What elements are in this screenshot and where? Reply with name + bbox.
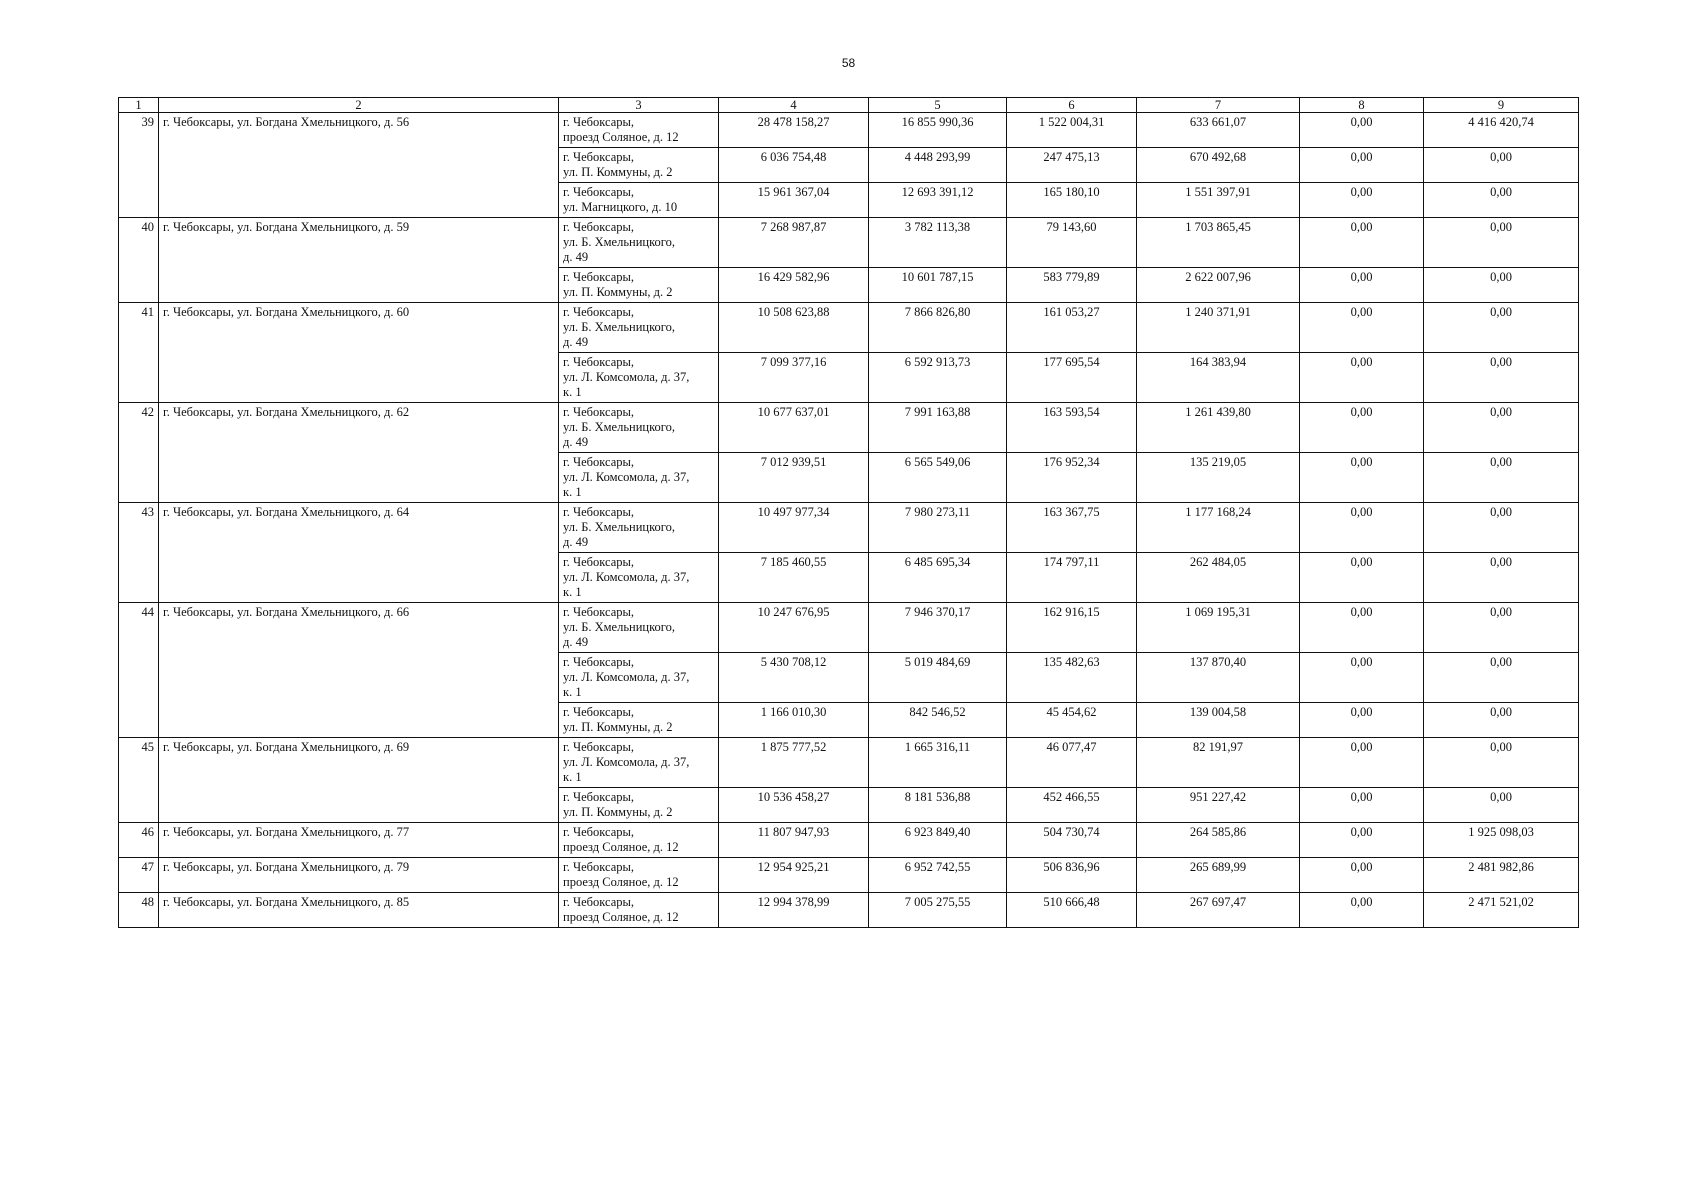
table-row [119, 403, 1579, 453]
table-row [119, 603, 1579, 653]
value-col-7: 267 697,47 [1137, 893, 1300, 928]
value-col-8: 0,00 [1300, 788, 1424, 823]
value-col-5: 7 005 275,55 [869, 893, 1007, 928]
value-col-8: 0,00 [1300, 183, 1424, 218]
value-col-6: 504 730,74 [1007, 823, 1137, 858]
building-address: г. Чебоксары, ул. Богдана Хмельницкого, д. 56 [159, 113, 559, 218]
table-row [119, 303, 1579, 353]
value-col-6: 165 180,10 [1007, 183, 1137, 218]
source-address: г. Чебоксары, проезд Соляное, д. 12 [559, 893, 719, 928]
value-col-8: 0,00 [1300, 113, 1424, 148]
value-col-8: 0,00 [1300, 148, 1424, 183]
value-col-9: 1 925 098,03 [1424, 823, 1579, 858]
value-col-9: 0,00 [1424, 553, 1579, 603]
row-number: 42 [119, 403, 159, 503]
value-col-4: 1 166 010,30 [719, 703, 869, 738]
value-col-7: 1 551 397,91 [1137, 183, 1300, 218]
value-col-8: 0,00 [1300, 218, 1424, 268]
value-col-8: 0,00 [1300, 303, 1424, 353]
value-col-5: 7 980 273,11 [869, 503, 1007, 553]
source-address: г. Чебоксары, ул. Б. Хмельницкого, д. 49 [559, 303, 719, 353]
value-col-7: 164 383,94 [1137, 353, 1300, 403]
value-col-9: 0,00 [1424, 603, 1579, 653]
table-row [119, 893, 1579, 928]
building-address: г. Чебоксары, ул. Богдана Хмельницкого, д. 85 [159, 893, 559, 928]
value-col-6: 174 797,11 [1007, 553, 1137, 603]
value-col-6: 161 053,27 [1007, 303, 1137, 353]
value-col-9: 0,00 [1424, 353, 1579, 403]
value-col-4: 10 497 977,34 [719, 503, 869, 553]
value-col-7: 139 004,58 [1137, 703, 1300, 738]
value-col-8: 0,00 [1300, 268, 1424, 303]
column-header: 7 [1137, 98, 1300, 113]
value-col-9: 0,00 [1424, 788, 1579, 823]
value-col-5: 6 565 549,06 [869, 453, 1007, 503]
value-col-4: 7 099 377,16 [719, 353, 869, 403]
source-address: г. Чебоксары, ул. П. Коммуны, д. 2 [559, 148, 719, 183]
value-col-4: 12 994 378,99 [719, 893, 869, 928]
value-col-4: 10 508 623,88 [719, 303, 869, 353]
value-col-4: 7 268 987,87 [719, 218, 869, 268]
value-col-8: 0,00 [1300, 353, 1424, 403]
value-col-5: 6 485 695,34 [869, 553, 1007, 603]
value-col-5: 3 782 113,38 [869, 218, 1007, 268]
value-col-5: 6 923 849,40 [869, 823, 1007, 858]
value-col-9: 2 471 521,02 [1424, 893, 1579, 928]
row-number: 47 [119, 858, 159, 893]
value-col-7: 1 240 371,91 [1137, 303, 1300, 353]
value-col-9: 0,00 [1424, 303, 1579, 353]
value-col-5: 12 693 391,12 [869, 183, 1007, 218]
row-number: 39 [119, 113, 159, 218]
source-address: г. Чебоксары, ул. Л. Комсомола, д. 37, к. 1 [559, 353, 719, 403]
value-col-8: 0,00 [1300, 823, 1424, 858]
value-col-6: 162 916,15 [1007, 603, 1137, 653]
value-col-8: 0,00 [1300, 553, 1424, 603]
building-address: г. Чебоксары, ул. Богдана Хмельницкого, д. 79 [159, 858, 559, 893]
row-number: 40 [119, 218, 159, 303]
value-col-4: 1 875 777,52 [719, 738, 869, 788]
table-body [119, 113, 1579, 928]
column-header: 5 [869, 98, 1007, 113]
value-col-6: 583 779,89 [1007, 268, 1137, 303]
value-col-5: 7 866 826,80 [869, 303, 1007, 353]
value-col-5: 8 181 536,88 [869, 788, 1007, 823]
value-col-9: 0,00 [1424, 218, 1579, 268]
value-col-4: 5 430 708,12 [719, 653, 869, 703]
value-col-4: 10 536 458,27 [719, 788, 869, 823]
value-col-5: 7 946 370,17 [869, 603, 1007, 653]
value-col-7: 264 585,86 [1137, 823, 1300, 858]
column-header: 1 [119, 98, 159, 113]
value-col-9: 0,00 [1424, 268, 1579, 303]
value-col-6: 176 952,34 [1007, 453, 1137, 503]
value-col-7: 262 484,05 [1137, 553, 1300, 603]
building-address: г. Чебоксары, ул. Богдана Хмельницкого, д. 66 [159, 603, 559, 738]
row-number: 48 [119, 893, 159, 928]
value-col-9: 0,00 [1424, 403, 1579, 453]
table-row [119, 823, 1579, 858]
source-address: г. Чебоксары, проезд Соляное, д. 12 [559, 823, 719, 858]
header-row [119, 98, 1579, 113]
value-col-7: 1 069 195,31 [1137, 603, 1300, 653]
source-address: г. Чебоксары, ул. Л. Комсомола, д. 37, к. 1 [559, 738, 719, 788]
source-address: г. Чебоксары, ул. Л. Комсомола, д. 37, к. 1 [559, 553, 719, 603]
value-col-7: 951 227,42 [1137, 788, 1300, 823]
row-number: 44 [119, 603, 159, 738]
value-col-6: 163 593,54 [1007, 403, 1137, 453]
building-address: г. Чебоксары, ул. Богдана Хмельницкого, д. 60 [159, 303, 559, 403]
value-col-6: 247 475,13 [1007, 148, 1137, 183]
value-col-4: 10 677 637,01 [719, 403, 869, 453]
value-col-5: 10 601 787,15 [869, 268, 1007, 303]
value-col-6: 510 666,48 [1007, 893, 1137, 928]
value-col-5: 6 952 742,55 [869, 858, 1007, 893]
value-col-8: 0,00 [1300, 603, 1424, 653]
page-number: 58 [841, 56, 856, 70]
value-col-7: 670 492,68 [1137, 148, 1300, 183]
building-address: г. Чебоксары, ул. Богдана Хмельницкого, д. 69 [159, 738, 559, 823]
source-address: г. Чебоксары, ул. Б. Хмельницкого, д. 49 [559, 218, 719, 268]
value-col-4: 16 429 582,96 [719, 268, 869, 303]
value-col-7: 265 689,99 [1137, 858, 1300, 893]
value-col-9: 0,00 [1424, 503, 1579, 553]
table-row [119, 503, 1579, 553]
value-col-8: 0,00 [1300, 858, 1424, 893]
value-col-9: 0,00 [1424, 653, 1579, 703]
value-col-9: 0,00 [1424, 148, 1579, 183]
value-col-8: 0,00 [1300, 893, 1424, 928]
value-col-9: 0,00 [1424, 453, 1579, 503]
value-col-7: 137 870,40 [1137, 653, 1300, 703]
value-col-9: 4 416 420,74 [1424, 113, 1579, 148]
value-col-7: 633 661,07 [1137, 113, 1300, 148]
value-col-8: 0,00 [1300, 653, 1424, 703]
value-col-4: 15 961 367,04 [719, 183, 869, 218]
building-address: г. Чебоксары, ул. Богдана Хмельницкого, д. 77 [159, 823, 559, 858]
value-col-9: 0,00 [1424, 183, 1579, 218]
value-col-6: 1 522 004,31 [1007, 113, 1137, 148]
source-address: г. Чебоксары, ул. Б. Хмельницкого, д. 49 [559, 503, 719, 553]
value-col-6: 45 454,62 [1007, 703, 1137, 738]
row-number: 41 [119, 303, 159, 403]
column-header: 8 [1300, 98, 1424, 113]
table-row [119, 113, 1579, 148]
column-header: 6 [1007, 98, 1137, 113]
source-address: г. Чебоксары, ул. П. Коммуны, д. 2 [559, 268, 719, 303]
value-col-6: 506 836,96 [1007, 858, 1137, 893]
building-address: г. Чебоксары, ул. Богдана Хмельницкого, д. 59 [159, 218, 559, 303]
value-col-5: 7 991 163,88 [869, 403, 1007, 453]
table-row [119, 738, 1579, 788]
value-col-8: 0,00 [1300, 703, 1424, 738]
value-col-7: 2 622 007,96 [1137, 268, 1300, 303]
value-col-6: 163 367,75 [1007, 503, 1137, 553]
building-address: г. Чебоксары, ул. Богдана Хмельницкого, д. 64 [159, 503, 559, 603]
value-col-5: 1 665 316,11 [869, 738, 1007, 788]
source-address: г. Чебоксары, ул. П. Коммуны, д. 2 [559, 788, 719, 823]
column-header: 3 [559, 98, 719, 113]
data-table [118, 97, 1579, 928]
value-col-7: 1 261 439,80 [1137, 403, 1300, 453]
value-col-4: 10 247 676,95 [719, 603, 869, 653]
value-col-4: 7 185 460,55 [719, 553, 869, 603]
source-address: г. Чебоксары, ул. Магницкого, д. 10 [559, 183, 719, 218]
value-col-7: 1 703 865,45 [1137, 218, 1300, 268]
row-number: 43 [119, 503, 159, 603]
value-col-4: 6 036 754,48 [719, 148, 869, 183]
value-col-5: 6 592 913,73 [869, 353, 1007, 403]
value-col-7: 1 177 168,24 [1137, 503, 1300, 553]
value-col-5: 4 448 293,99 [869, 148, 1007, 183]
row-number: 46 [119, 823, 159, 858]
value-col-4: 28 478 158,27 [719, 113, 869, 148]
value-col-4: 12 954 925,21 [719, 858, 869, 893]
column-header: 2 [159, 98, 559, 113]
value-col-7: 135 219,05 [1137, 453, 1300, 503]
value-col-4: 7 012 939,51 [719, 453, 869, 503]
value-col-8: 0,00 [1300, 503, 1424, 553]
value-col-8: 0,00 [1300, 403, 1424, 453]
value-col-6: 177 695,54 [1007, 353, 1137, 403]
source-address: г. Чебоксары, ул. Б. Хмельницкого, д. 49 [559, 403, 719, 453]
source-address: г. Чебоксары, ул. Л. Комсомола, д. 37, к. 1 [559, 653, 719, 703]
source-address: г. Чебоксары, ул. П. Коммуны, д. 2 [559, 703, 719, 738]
value-col-9: 0,00 [1424, 703, 1579, 738]
value-col-5: 842 546,52 [869, 703, 1007, 738]
value-col-7: 82 191,97 [1137, 738, 1300, 788]
source-address: г. Чебоксары, ул. Б. Хмельницкого, д. 49 [559, 603, 719, 653]
value-col-5: 5 019 484,69 [869, 653, 1007, 703]
value-col-4: 11 807 947,93 [719, 823, 869, 858]
table-row [119, 858, 1579, 893]
value-col-9: 0,00 [1424, 738, 1579, 788]
table-row [119, 218, 1579, 268]
building-address: г. Чебоксары, ул. Богдана Хмельницкого, д. 62 [159, 403, 559, 503]
value-col-8: 0,00 [1300, 453, 1424, 503]
column-header: 4 [719, 98, 869, 113]
value-col-6: 135 482,63 [1007, 653, 1137, 703]
value-col-8: 0,00 [1300, 738, 1424, 788]
source-address: г. Чебоксары, ул. Л. Комсомола, д. 37, к. 1 [559, 453, 719, 503]
row-number: 45 [119, 738, 159, 823]
value-col-6: 79 143,60 [1007, 218, 1137, 268]
source-address: г. Чебоксары, проезд Соляное, д. 12 [559, 113, 719, 148]
value-col-5: 16 855 990,36 [869, 113, 1007, 148]
value-col-6: 452 466,55 [1007, 788, 1137, 823]
value-col-6: 46 077,47 [1007, 738, 1137, 788]
source-address: г. Чебоксары, проезд Соляное, д. 12 [559, 858, 719, 893]
column-header: 9 [1424, 98, 1579, 113]
value-col-9: 2 481 982,86 [1424, 858, 1579, 893]
